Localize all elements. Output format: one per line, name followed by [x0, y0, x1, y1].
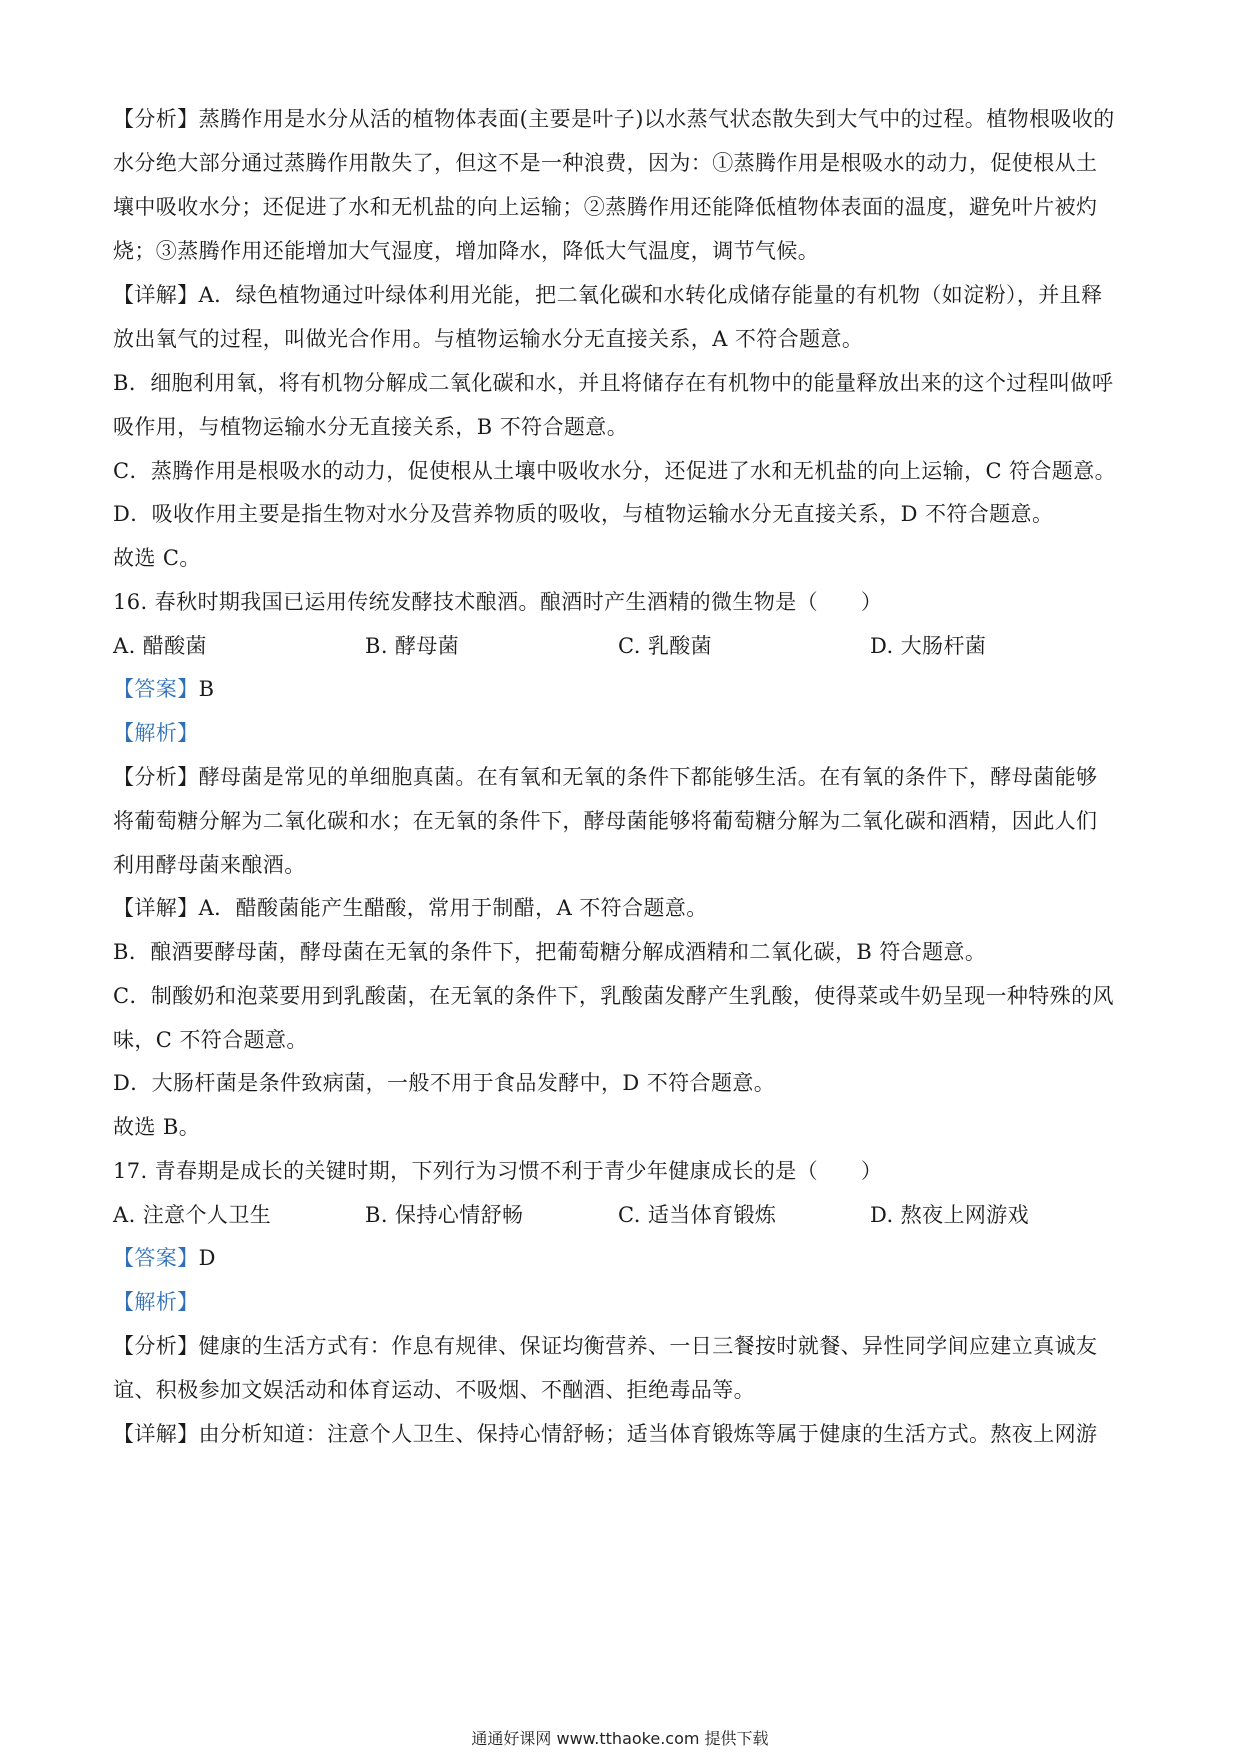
- detail-line: D．吸收作用主要是指生物对水分及营养物质的吸收，与植物运输水分无直接关系，D 不符合题意。: [113, 502, 1054, 526]
- q17-option-c: C. 适当体育锻炼: [618, 1203, 777, 1227]
- q16-option-c: C. 乳酸菌: [618, 634, 713, 658]
- q17-answer: 【答案】D: [113, 1246, 216, 1270]
- detail-line: 吸作用，与植物运输水分无直接关系，B 不符合题意。: [113, 415, 629, 439]
- detail-line: B．酿酒要酵母菌，酵母菌在无氧的条件下，把葡萄糖分解成酒精和二氧化碳，B 符合题意。: [113, 940, 987, 964]
- analysis-line: 【分析】蒸腾作用是水分从活的植物体表面(主要是叶子)以水蒸气状态散失到大气中的过程。植物根吸收的: [113, 107, 1115, 131]
- q17-option-a: A. 注意个人卫生: [113, 1203, 272, 1227]
- detail-line: D．大肠杆菌是条件致病菌，一般不用于食品发酵中，D 不符合题意。: [113, 1071, 776, 1095]
- detail-line: 【详解】由分析知道：注意个人卫生、保持心情舒畅；适当体育锻炼等属于健康的生活方式。熬夜上网游: [113, 1422, 1098, 1446]
- conclusion-line: 故选 C。: [113, 546, 201, 570]
- q16-answer: 【答案】B: [113, 677, 215, 701]
- q16-explain-heading: 【解析】: [113, 721, 199, 745]
- analysis-line: 谊、积极参加文娱活动和体育运动、不吸烟、不酗酒、拒绝毒品等。: [113, 1378, 755, 1402]
- detail-line: C．蒸腾作用是根吸水的动力，促使根从土壤中吸收水分，还促进了水和无机盐的向上运输，C 符合题意。: [113, 459, 1117, 483]
- detail-line: B．细胞利用氧，将有机物分解成二氧化碳和水，并且将储存在有机物中的能量释放出来的这个过程叫做呼: [113, 371, 1114, 395]
- detail-line: 【详解】A．醋酸菌能产生醋酸，常用于制醋，A 不符合题意。: [113, 896, 708, 920]
- conclusion-line: 故选 B。: [113, 1115, 201, 1139]
- analysis-line: 烧；③蒸腾作用还能增加大气湿度，增加降水，降低大气温度，调节气候。: [113, 239, 820, 263]
- analysis-line: 【分析】酵母菌是常见的单细胞真菌。在有氧和无氧的条件下都能够生活。在有氧的条件下，酵母菌能够: [113, 765, 1098, 789]
- analysis-line: 将葡萄糖分解为二氧化碳和水；在无氧的条件下，酵母菌能够将葡萄糖分解为二氧化碳和酒精，因此人们: [113, 809, 1098, 833]
- detail-line: 【详解】A．绿色植物通过叶绿体利用光能，把二氧化碳和水转化成储存能量的有机物（如淀粉），并且释: [113, 283, 1103, 307]
- analysis-line: 【分析】健康的生活方式有：作息有规律、保证均衡营养、一日三餐按时就餐、异性同学间应建立真诚友: [113, 1334, 1098, 1358]
- q16-option-d: D. 大肠杆菌: [870, 634, 987, 658]
- detail-line: 放出氧气的过程，叫做光合作用。与植物运输水分无直接关系，A 不符合题意。: [113, 327, 864, 351]
- page-footer: 通通好课网 www.tthaoke.com 提供下载: [471, 1729, 769, 1748]
- question-16-stem: 16. 春秋时期我国已运用传统发酵技术酿酒。酿酒时产生酒精的微生物是（ ）: [113, 590, 883, 614]
- analysis-line: 水分绝大部分通过蒸腾作用散失了，但这不是一种浪费，因为：①蒸腾作用是根吸水的动力，促使根从土: [113, 151, 1098, 175]
- q17-option-b: B. 保持心情舒畅: [365, 1203, 524, 1227]
- detail-line: C．制酸奶和泡菜要用到乳酸菌，在无氧的条件下，乳酸菌发酵产生乳酸，使得菜或牛奶呈现一种特殊的风: [113, 984, 1114, 1008]
- q17-option-d: D. 熬夜上网游戏: [870, 1203, 1030, 1227]
- q17-explain-heading: 【解析】: [113, 1290, 199, 1314]
- question-17-stem: 17. 青春期是成长的关键时期，下列行为习惯不利于青少年健康成长的是（ ）: [113, 1159, 883, 1183]
- detail-line: 味，C 不符合题意。: [113, 1028, 308, 1052]
- q16-option-b: B. 酵母菌: [365, 634, 460, 658]
- analysis-line: 利用酵母菌来酿酒。: [113, 853, 306, 877]
- q16-option-a: A. 醋酸菌: [113, 634, 207, 658]
- analysis-line: 壤中吸收水分；还促进了水和无机盐的向上运输；②蒸腾作用还能降低植物体表面的温度，避免叶片被灼: [113, 195, 1098, 219]
